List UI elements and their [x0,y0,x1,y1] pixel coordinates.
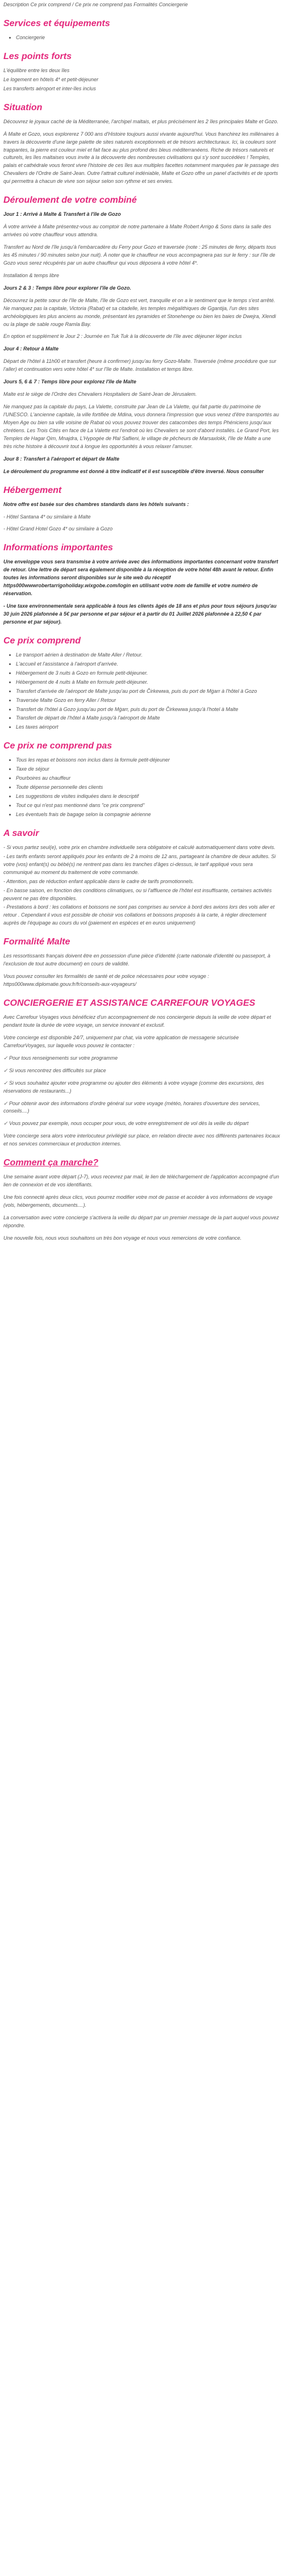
a-savoir-line: - En basse saison, en fonction des conditions climatiques, ou si l'affluence de l'hôtel est insuffisante, certaines activités peuvent ne pas être disponibles. [3,887,272,901]
comprend-list [3,651,281,731]
formalite-heading: Formalité Malte [3,937,70,947]
list-item: • Transfert de l'hôtel à Gozo jusqu'au port de Mġarr, puis du port de Čirkewwa jusqu'à l'hotel à Malte [16,706,281,714]
program-note: Le déroulement du programme est donné à titre indicatif et il est susceptible d'être inversé. Nous consulter [3,468,264,474]
conciergerie-paragraph: Une nouvelle fois, nous vous souhaitons un très bon voyage et nous vous remercions de votre confiance. [3,1235,242,1241]
day-paragraph: Découvrez la petite sœur de l'île de Malte, l'île de Gozo est vert, tranquille et on a le sentiment que le temps s'est arrêté. Ne manquez pas la capitale, Victoria (Rabat) et sa citadelle, les temples mégalithiques de Ggantija, l'un des sites archéologiques les plus anciens au monde, présentant les pyramides et Stonehenge ou bien les baies de Dwejra, Xlendi ou la plage de sable rouge Ramla Bay. [3,297,276,327]
deroulement-heading: Déroulement de votre combiné [3,195,137,206]
hotel-line: - Hôtel Santana 4* ou similaire à Malte [3,513,91,520]
conciergerie-item: ✓ Pour obtenir avoir des informations d'ordre général sur votre voyage (météo, horaires d'ouverture des services, conseils....) [3,1100,260,1114]
list-item: • Toute dépense personnelle des clients [16,784,281,792]
formalite-paragraph: Vous pouvez consulter les formalités de santé et de police nécessaires pour votre voyage : https000www.diplomatie.gouv.fr/fr/conseils-aux-voyageurs/ [3,973,209,988]
day-paragraph: Malte est le siège de l'Ordre des Chevaliers Hospitaliers de Saint-Jean de Jérusalem. [3,391,197,398]
day-title: Jours 5, 6 & 7 : Temps libre pour explorez l'île de Malte [3,379,136,385]
conciergerie-paragraph: Votre concierge est disponible 24/7, uniquement par chat, via votre application de messagerie sécurisée CarrefourVoyages, sur laquelle vous pouvez le contacter : [3,1034,239,1048]
infos-heading: Informations importantes [3,543,113,553]
conciergerie-item: ✓ Vous pouvez par exemple, nous occuper pour vous, de votre enregistrement de vol dès la veille du départ [3,1120,249,1127]
formalite-paragraph: Les ressortissants français doivent être en possession d'une pièce d'identité (carte nationale d'identité ou passeport, à l'exclusion de tout autre document) en cours de validité. [3,953,270,967]
day-paragraph: Installation & temps libre [3,272,60,278]
hotel-line: - Hôtel Grand Hotel Gozo 4* ou similaire à Gozo [3,526,113,532]
points-forts-line: L'équilibre entre les deux îles [3,67,70,73]
list-item: • Tous les repas et boissons non inclus dans la formule petit-déjeuner [16,756,281,764]
day-paragraph: À votre arrivée à Malte présentez-vous au comptoir de notre partenaire à Malte Robert Arrigo & Sons dans la salle des arrivées où votre chauffeur vous attendra. [3,224,272,238]
day-paragraph: Transfert au Nord de l'île jusqu'à l'embarcadère du Ferry pour Gozo et traversée (note : 25 minutes de ferry, départs tous les 45 minutes / 90 minutes selon jour nuit). À noter que le chauffeur ne vous accompagnera pas sur le ferry : sur l'île de Gozo vous serez récupérés par un autre chauffeur qui vous déposera à votre hôtel 4*. [3,244,277,266]
points-forts-heading: Les points forts [3,51,72,61]
day-title: Jour 4 : Retour à Malte [3,346,59,352]
ne-comprend-list [3,756,281,819]
infos-paragraph: Une enveloppe vous sera transmise à votre arrivée avec des informations importantes concernant votre transfert de retour. Une lettre de départ sera également disponible à la réception de votre hôtel 48h avant le retour. Enfin toutes les informations seront disponibles sur le site web du réceptif https000wwwrobertarrigoholiday.wixgobe.com/login en utilisant votre nom de famille et votre numéro de réservation. [3,559,278,597]
document [0,0,284,1243]
services-heading: Services et équipements [3,18,110,28]
day-title: Jour 8 : Transfert à l'aéroport et départ de Malte [3,455,120,462]
day-paragraph: En option et supplément le Jour 2 : Journée en Tuk Tuk à la découverte de l'île avec déjeuner léger inclus [3,333,242,340]
list-item: • Traversée Malte Gozo en ferry Aller / Retour [16,697,281,705]
hebergement-heading: Hébergement [3,485,62,495]
a-savoir-line: - Attention, pas de réduction enfant applicable dans le cadre de tarifs promotionnels. [3,878,194,884]
list-item: • Le transport aérien à destination de Malte Aller / Retour. [16,651,281,659]
day-title: Jours 2 & 3 : Temps libre pour explorer l'île de Gozo. [3,285,131,291]
a-savoir-heading: A savoir [3,828,39,838]
list-item: • Les suggestions de visites indiquées dans le descriptif [16,793,281,801]
ne-comprend-heading: Ce prix ne comprend pas [3,741,112,751]
hebergement-lead: Notre offre est basée sur des chambres standards dans les hôtels suivants : [3,501,189,507]
list-item: • Conciergerie [16,34,281,42]
list-item: • Tout ce qui n'est pas mentionné dans "ce prix comprend" [16,802,281,810]
conciergerie-heading: CONCIERGERIE ET ASSISTANCE CARREFOUR VOYAGES [3,998,256,1008]
comprend-heading: Ce prix comprend [3,635,81,646]
list-item: • Taxe de séjour [16,766,281,773]
conciergerie-paragraph: Une semaine avant votre départ (J-7), vous recevrez par mail, le lien de téléchargement de l'application accompagné d'un lien de connexion et de vos identifiants. [3,1174,279,1188]
conciergerie-paragraph: La conversation avec votre concierge s'activera la veille du départ par un premier message de la part auquel vous pouvez répondre. [3,1214,279,1228]
list-item: • Pourboires au chauffeur [16,775,281,783]
points-forts-line: Les transferts aéroport et inter-îles inclus [3,85,96,91]
list-item: • Transfert d'arrivée de l'aéroport de Malte jusqu'au port de Čirkewwa, puis du port de Mġarr à l'hôtel à Gozo [16,688,281,696]
situation-paragraph: Découvrez le joyaux caché de la Méditerranée, l'archipel maltais, et plus précisément les 2 îles principales Malte et Gozo. [3,118,278,124]
intro-line: Description Ce prix comprend / Ce prix ne comprend pas Formalités Conciergerie [3,2,188,7]
conciergerie-paragraph: Une fois connecté après deux clics, vous pourrez modifier votre mot de passe et accéder à vos informations de voyage (vols, hébergements, documents....). [3,1194,273,1208]
list-item: • Les éventuels frais de bagage selon la compagnie aérienne [16,811,281,819]
list-item: • L'accueil et l'assistance à l'aéroport d'arrivée. [16,660,281,668]
day-paragraph: Ne manquez pas la capitale du pays, La Valette, construite par Jean de La Valette, qui fait partie du patrimoine de l'UNESCO. L'ancienne capitale, la ville fortifiée de Mdina, vous donnera l'impression que vous venez d'être transportés au Moyen Age ou bien sa ville voisine de Rabat où vous pouvez trouver des catacombes des temps Phéniciens jusqu'aux chrétiens. Les Trois Cités en face de La Valette est l'endroit où les Chevaliers se sont d'abord installés. Le Grand Port, les Temples de Hagar Qim, Mnajdra, L'Hypogée de Ħal Saflieni, le village de pêcheurs de Marsaxlokk, l'île de Malte a une très riche histoire à découvrir tout à longue les opportunités à vous relaxer l'amuser. [3,404,279,449]
list-item: • Hébergement de 4 nuits à Malte en formule petit-déjeuner. [16,679,281,687]
list-item: • Hébergement de 3 nuits à Gozo en formule petit-déjeuner. [16,670,281,678]
points-forts-line: Le logement en hôtels 4* et petit-déjeuner [3,76,99,82]
day-paragraph: Départ de l'hôtel à 11h00 et transfert (heure à confirmer) jusqu'au ferry Gozo-Malte. Traversée (même procédure que sur l'aller) et continuation vers votre hôtel 4* sur l'île de Malte. Installation et temps libre. [3,358,277,373]
conciergerie-item: ✓ Si vous souhaitez ajouter votre programme ou ajouter des éléments à votre voyage (comme des excursions, des réservations de restaurants...) [3,1080,264,1094]
conciergerie-item: ✓ Si vous rencontrez des difficultés sur place [3,1067,106,1073]
infos-paragraph: - Une taxe environnementale sera applicable à tous les clients âgés de 18 ans et plus pour tous séjours jusqu'au 30 juin 2026 plafonnée à 5€ par personne et par séjour et à partir du 01 Juillet 2026 plafonnée à 22,50 € par personne et par séjour). [3,603,277,625]
a-savoir-line: - Prestations à bord : les collations et boissons ne sont pas comprises au service à bord des avions lors des vols aller et retour . Cependant il vous est possible de choisir vos collations et boissons proposés à la carte, à régler directement auprès de l'équipage au cours du vol (paiement en espèces et en euros uniquement) [3,904,275,926]
list-item: • Transfert de départ de l'hôtel à Malte jusqu'à l'aéroport de Malte [16,714,281,722]
a-savoir-line: - Les tarifs enfants seront appliqués pour les enfants de 2 à moins de 12 ans, partageant la chambre de deux adultes. Si votre (vos) enfant(s) ou bébé(s) ne rentrent pas dans les tranches d'âges ci-dessus, le tarif appliqué vous sera communiqué au moment du traitement de votre commande. [3,853,276,875]
conciergerie-item: ✓ Pour tous renseignements sur votre programme [3,1055,118,1061]
list-item: • Les taxes aéroport [16,724,281,731]
day-title: Jour 1 : Arrivé à Malte & Transfert à l'île de Gozo [3,211,121,218]
comment-ca-marche-heading: Comment ça marche? [3,1158,99,1168]
conciergerie-paragraph: Avec Carrefour Voyages vous bénéficiez d'un accompagnement de nos conciergerie depuis la veille de votre départ et pendant toute la durée de votre voyage, un service innovant et exclusif. [3,1014,271,1028]
situation-paragraph: À Malte et Gozo, vous explorerez 7 000 ans d'Histoire toujours aussi vivante aujourd'hui. Vous franchirez les millénaires à travers la découverte d'une large palette de sites naturels exceptionnels et de trésors architecturaux. Ici, la couleurs sont trappantes, la pierre est couleur miel et fait face au plus profond des bleus méditerranéens. Riche de trésors naturels et culturels, les îles maltaises vous invite à la découverte des nombreuses civilisations qui s'y sont succédées ! Temples, palais et cathédrale vous feront vivre l'histoire de ces îles aux multiples facettes notamment marquées par le passage des Chevaliers de l'Ordre de Saint-Jean. Outre l'attrait culturel indéniable, Malte et Gozo offre un panel d'activités et de sports qui permettra à chacun de vivre son séjour selon son rythme et ses envies. [3,131,279,185]
conciergerie-paragraph: Votre concierge sera alors votre interlocuteur privilégié sur place, en relation directe avec nos différents partenaires locaux et nos services commerciaux et production internes. [3,1133,280,1147]
situation-heading: Situation [3,102,43,112]
services-list [3,34,281,42]
a-savoir-line: - Si vous partez seul(e), votre prix en chambre individuelle sera obligatoire et calculé automatiquement dans votre devis. [3,844,275,850]
